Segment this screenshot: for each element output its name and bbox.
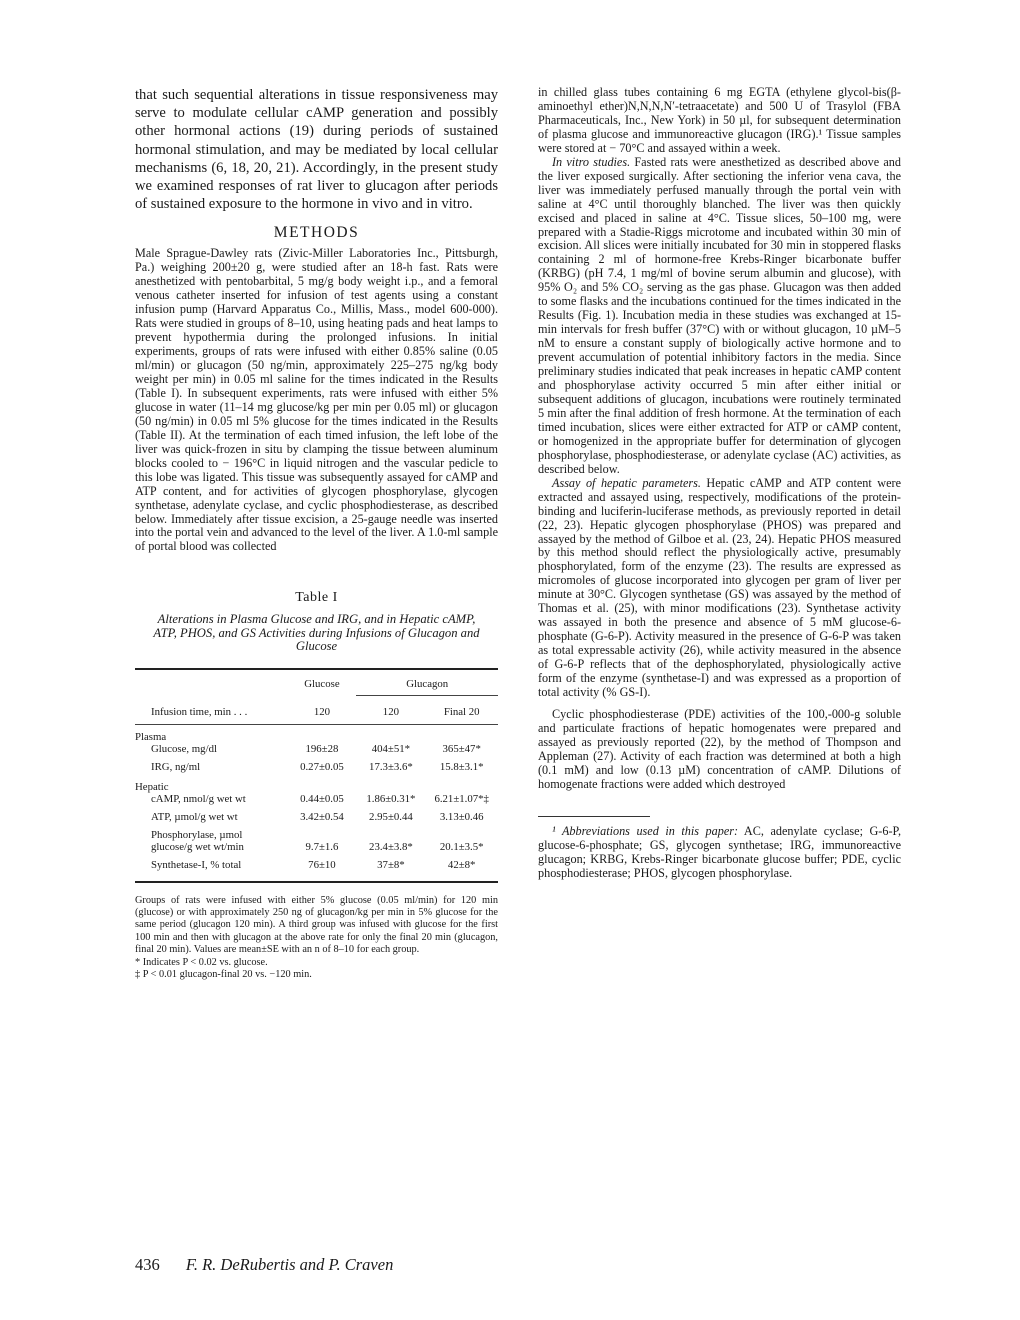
cell: 23.4±3.8*: [369, 840, 413, 853]
col-head: 120: [313, 705, 331, 718]
footnote-head: ¹ Abbreviations used in this paper:: [552, 823, 739, 838]
cell: 1.86±0.31*: [366, 792, 416, 805]
cell: 6.21±1.07*‡: [434, 792, 489, 805]
table-row: [135, 793, 498, 805]
cell: 17.3±3.6*: [369, 760, 413, 773]
run-in-heading: Assay of hepatic parameters.: [552, 475, 701, 490]
cell: 404±51*: [371, 742, 411, 755]
methods-heading: METHODS: [273, 224, 360, 242]
section-plasma: Plasma: [135, 730, 167, 743]
cell: 3.13±0.46: [439, 810, 484, 823]
cell: 9.7±1.6: [305, 840, 339, 853]
row-label: IRG, ng/ml: [151, 760, 201, 773]
page-footer: [135, 1255, 393, 1275]
table-title: Table I: [295, 590, 338, 606]
col-head: Final 20: [443, 705, 480, 718]
cell: 196±28: [305, 742, 339, 755]
row-label: ATP, µmol/g wet wt: [151, 810, 238, 823]
cell: 365±47*: [442, 742, 481, 755]
table-sig-note: * Indicates P < 0.02 vs. glucose.: [135, 956, 268, 968]
cell: 0.44±0.05: [300, 792, 344, 805]
footnote-rule: [538, 816, 650, 817]
table-row: [135, 755, 498, 773]
table-row: [135, 853, 498, 871]
cell: 20.1±3.5*: [439, 840, 484, 853]
group-glucose: Glucose: [304, 677, 340, 690]
row-label: cAMP, nmol/g wet wt: [151, 792, 246, 805]
cell: 3.42±0.54: [300, 810, 344, 823]
group-glucagon: Glucagon: [406, 677, 449, 690]
methods-paragraph: Male Sprague-Dawley rats (Zivic-Miller Laboratories Inc., Pittsburgh, Pa.) weighing 200±20 g, were studied after an 18-h fast. Rats were anesthetized with pentobarbital, 5 mg/g body weight i.p., and a femoral venous catheter inserted for infusion of test agents using a constant infusion pump (Harvard Apparatus Co., Millis, Mass., model 600-000). Rats were studied in groups of 8–10, using heating pads and heat lamps to prevent hypothermia during the prolonged infusions. In initial experiments, groups of rats were infused with either 0.85% saline (0.05 ml/min) or glucagon (50 ng/min, approximately 225–275 ng/kg body weight per min) in 0.05 ml saline for the times indicated in the Results (Table I). In subsequent experiments, rats were infused with either 5% glucose in water (11–14 mg glucose/kg per min per 0.05 ml) or glucagon (50 ng/min) in 0.05 ml 5% glucose for the times indicated in the Results (Table II). At the termination of each timed infusion, the left lobe of the liver was quick-frozen in situ by clamping the tissue between aluminum blocks cooled to − 196°C in liquid nitrogen and the vascular pedicle to this lobe was ligated. This tissue was subsequently assayed for cAMP and ATP content, and for activities of glycogen phosphorylase, glycogen synthetase, adenylate cyclase, and cyclic phosphodiesterase, as described below. Immediately after tissue excision, a 25-gauge needle was inserted into the portal vein and advanced to the level of the liver. A 1.0-ml sample of portal blood was collected: [135, 246, 498, 554]
section-hepatic: Hepatic: [135, 780, 169, 793]
paragraph-text: Fasted rats were anesthetized as described above and the liver exposed surgically. After sectioning the inferior vena cava, the liver was immediately perfused manually through the portal vein with saline at 4°C until thoroughly blanched. The liver was then quickly excised and placed in saline at 4°C. Tissue slices, 50–100 mg, were prepared with a Stadie-Riggs microtome and incubated within 30 min of excision. All slices were initially incubated for 30 min in stoppered flasks containing 2 ml of hormone-free Krebs-Ringer bicarbonate buffer (KRBG) (pH 7.4, 1 mg/ml of bovine serum albumin and glucose), with 95% O₂ and 5% CO₂ serving as the gas phase. Glucagon was then added to some flasks and the incubations continued for the times indicated in the Results (Fig. 1). Incubation media in these studies was exchanged at 15-min intervals for fresh buffer (37°C) with or without glucagon, 10 µM–5 nM to ensure a constant supply of biologically active hormone and to prevent accumulation of potential inhibitory factors in the media. Since preliminary studies indicated that peak increases in hepatic cAMP content and phosphorylase activity occurred 5 min after either initial or subsequent additions of glucagon, incubations were routinely terminated 5 min after the final addition of fresh hormone. At the termination of each timed incubation, slices were either extracted for ATP or cAMP content, or homogenized in the appropriate buffer for determination of glycogen phosphorylase, phosphodiesterase, or adenylate cyclase (AC) activities, as described below.: [538, 154, 901, 476]
table-row: [135, 743, 498, 755]
footnote: [538, 824, 901, 880]
cell: 42±8*: [447, 858, 476, 871]
running-authors: F. R. DeRubertis and P. Craven: [185, 1255, 394, 1274]
col-head: 120: [382, 705, 399, 718]
paragraph: in chilled glass tubes containing 6 mg EGTA (ethylene glycol-bis(β-aminoethyl ether)N,N,N,N′-tetraacetate) and 500 U of Trasylol (FBA Pharmaceuticals, Inc., New York) in 50 µl, for subsequent determination of plasma glucose and immunoreactive glucagon (IRG).¹ Tissue samples were stored at − 70°C and assayed within a week.: [538, 85, 901, 155]
table-1: [135, 590, 498, 981]
table-row: [135, 805, 498, 823]
table-note: Groups of rats were infused with either 5% glucose (0.05 ml/min) for 120 min (glucose) or with approximately 250 ng of glucagon/kg per min in 5% glucose for the same period (glucagon 120 min). A third group was infused with glucose for the first 100 min and then with glucagon at the above rate for only the final 20 min (glucagon, final 20 min). Values are mean±SE with an n of 8–10 for each group.: [135, 894, 498, 956]
right-column: [538, 86, 901, 880]
left-column: [135, 86, 498, 981]
row-label: Glucose, mg/dl: [151, 742, 217, 755]
run-in-heading: In vitro studies.: [552, 154, 631, 169]
paragraph: Cyclic phosphodiesterase (PDE) activities of the 100,-000-g soluble and particulate fractions of hepatic homogenates were prepared and assayed as previously reported (22), by the method of Thompson and Appleman (27). Activity of each fraction was determined at both a high (0.1 mM) and low (0.13 µM) concentration of cAMP. Dilutions of homogenate fractions were added which destroyed: [538, 706, 901, 791]
data-table: [135, 668, 498, 883]
row-label: Synthetase-I, % total: [151, 858, 242, 871]
cell: 2.95±0.44: [369, 810, 413, 823]
paragraph: [538, 477, 901, 700]
cell: 15.8±3.1*: [439, 760, 484, 773]
table-sig-note: ‡ P < 0.01 glucagon-final 20 vs. −120 min.: [135, 969, 312, 981]
paragraph-text: Hepatic cAMP and ATP content were extracted and assayed using, respectively, modifications of the protein-binding and luciferin-luciferase methods, as previously reported in detail (22, 23). Hepatic glycogen phosphorylase (PHOS) was prepared and assayed by the method of Gilboe et al. (23, 24). Hepatic PHOS measured by this method should reflect the physiologically active, presumably phosphorylated, form of the enzyme (23). The results are expressed as micromoles of glucose incorporated into glycogen per gram of liver per minute at 30°C. Glycogen synthetase (GS) was assayed by the method of Thomas et al. (25), with minor modifications (23). Synthetase activity was assayed in both the presence and absence of 5 mM glucose-6-phosphate (G-6-P). Activity measured in the presence of G-6-P was taken as total expressable activity (26), while activity measured in the absence of G-6-P reflects that of the dephosphorylated, physiologically active form of the enzyme (synthetase-I) and was expressed as a proportion of total activity (% GS-I).: [538, 475, 901, 699]
table-caption: Alterations in Plasma Glucose and IRG, and in Hepatic cAMP, ATP, PHOS, and GS Activities during Infusions of Glucagon and Glucose: [153, 612, 480, 654]
intro-paragraph: that such sequential alterations in tissue responsiveness may serve to modulate cellular cAMP generation and possibly other hormonal actions (19) during periods of sustained hormonal stimulation, and may be mediated by local cellular mechanisms (6, 18, 20, 21). Accordingly, in the present study we examined responses of rat liver to glucagon after periods of sustained exposure to the hormone in vivo and in vitro.: [135, 87, 498, 213]
row-label: Phosphorylase, µmol glucose/g wet wt/min: [151, 828, 244, 853]
footnote-text: AC, adenylate cyclase; G-6-P, glucose-6-phosphate; GS, glycogen synthetase; IRG, immunoreactive glucagon; KRBG, Krebs-Ringer bicarbonate glucose buffer; PDE, cyclic phosphodiesterase; PHOS, glycogen phosphorylase.: [538, 823, 901, 880]
cell: 37±8*: [377, 858, 405, 871]
page-number: 436: [135, 1255, 160, 1274]
cell: 76±10: [308, 858, 336, 871]
table-row: [135, 823, 498, 853]
paragraph: [538, 156, 901, 477]
cell: 0.27±0.05: [300, 760, 344, 773]
infusion-time-label: Infusion time, min . . .: [151, 705, 248, 718]
